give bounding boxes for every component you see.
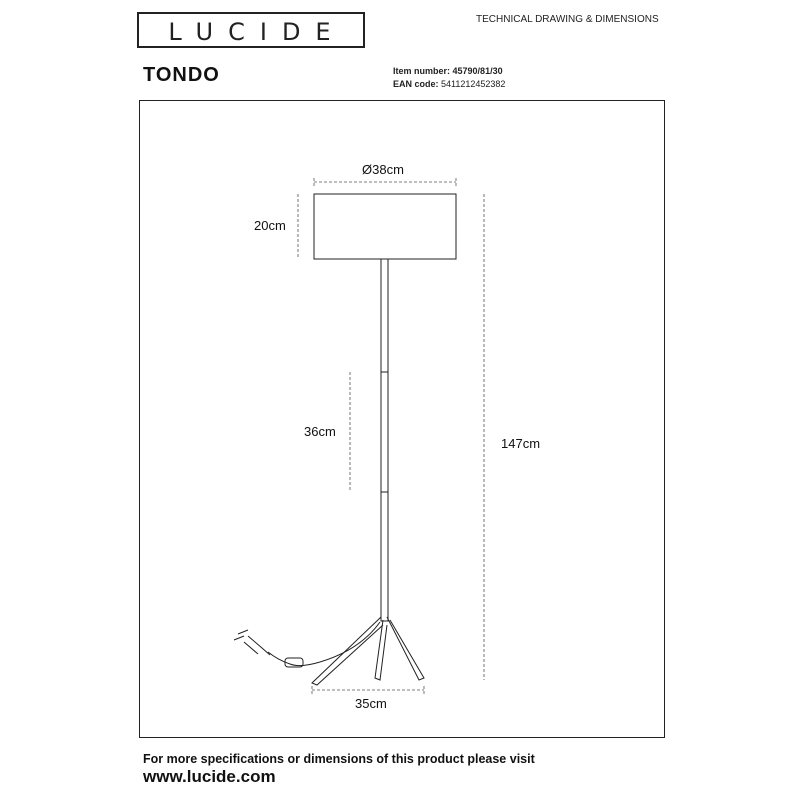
tripod-base	[312, 617, 424, 685]
base-width-label: 35cm	[355, 696, 387, 711]
document-type: TECHNICAL DRAWING & DIMENSIONS	[476, 14, 659, 25]
footer-url-link[interactable]: www.lucide.com	[143, 767, 276, 786]
segment-length-label: 36cm	[304, 424, 336, 439]
item-number-value: 45790/81/30	[452, 66, 503, 76]
product-name: TONDO	[143, 64, 220, 86]
ean-code-label: EAN code:	[393, 79, 439, 89]
power-cable	[234, 630, 320, 667]
shade-height-label: 20cm	[254, 218, 286, 233]
lamp-shade	[314, 194, 456, 259]
ean-code-value: 5411212452382	[441, 79, 506, 89]
lamp-pole	[381, 259, 388, 621]
plug-icon	[234, 630, 270, 655]
footer-text: For more specifications or dimensions of this product please visit	[143, 752, 535, 766]
brand-logo-text: LUCIDE	[168, 18, 346, 46]
shade-diameter-label: Ø38cm	[362, 162, 404, 177]
total-height-label: 147cm	[501, 436, 541, 451]
item-number-label: Item number:	[393, 66, 451, 76]
